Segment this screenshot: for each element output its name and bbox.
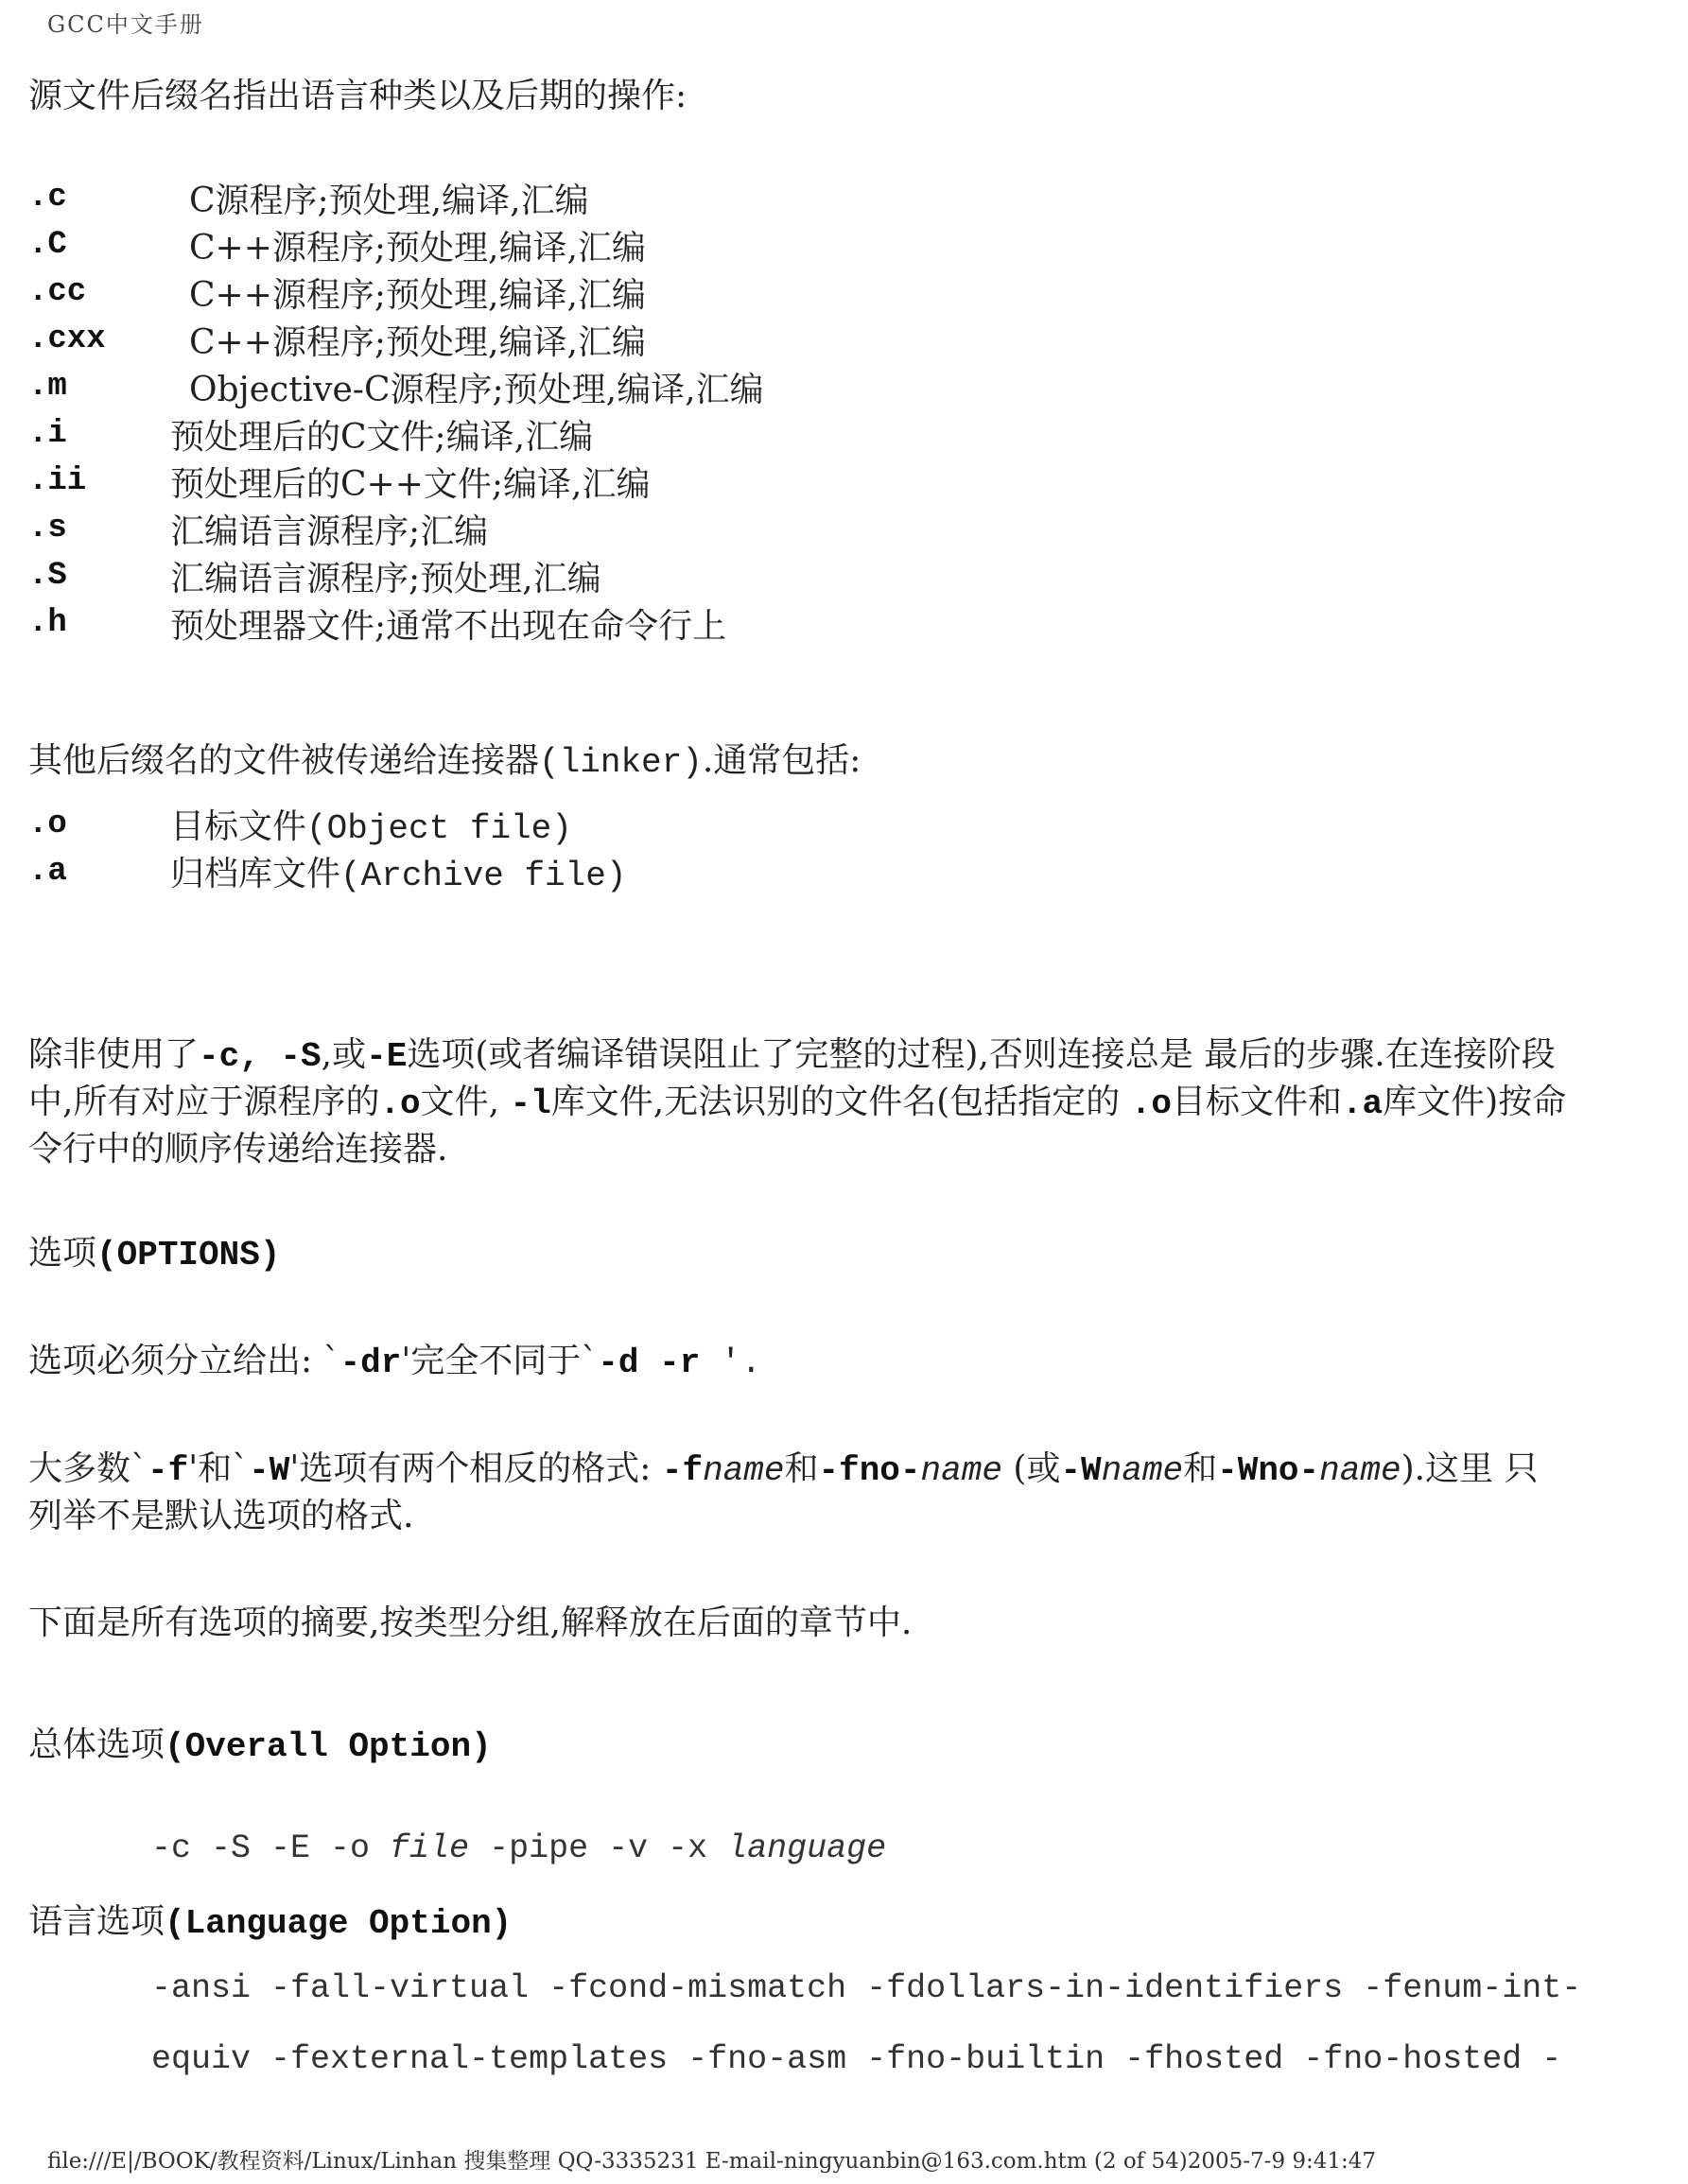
code-placeholder: language — [727, 1829, 887, 1867]
summary-note: 下面是所有选项的摘要,按类型分组,解释放在后面的章节中. — [28, 1603, 913, 1642]
code-run: -c -S -E -o — [151, 1829, 391, 1867]
option-code: .a — [1341, 1084, 1383, 1123]
option-code: -Wno- — [1217, 1451, 1320, 1490]
suffix-desc: 汇编语言源程序;汇编 — [170, 512, 489, 551]
heading-zh: 语言选项 — [28, 1902, 165, 1941]
text-run: '和` — [188, 1449, 250, 1488]
option-code: -S — [259, 1037, 322, 1076]
document-header-title: GCC中文手册 — [47, 11, 204, 38]
option-code: .o — [379, 1084, 421, 1123]
option-code: -dr — [339, 1343, 402, 1382]
suffix-desc: C++源程序;预处理,编译,汇编 — [189, 276, 646, 315]
linker-intro — [28, 737, 861, 788]
suffix-ext: .S — [28, 558, 67, 594]
suffix-desc: 预处理后的C文件;编译,汇编 — [170, 418, 594, 457]
option-code: -d — [598, 1343, 639, 1382]
option-placeholder: name — [1319, 1451, 1401, 1490]
text-run: 除非使用了 — [28, 1035, 200, 1074]
language-option-code: equiv -fexternal-templates -fno-asm -fno-builtin -fhosted -fno-hosted - — [151, 2040, 1562, 2078]
heading-zh: 总体选项 — [28, 1725, 165, 1764]
option-code: -r — [638, 1343, 701, 1382]
suffix-ext: .C — [28, 227, 67, 263]
suffix-desc-en: (Object file) — [306, 809, 572, 848]
suffix-desc-zh: 归档库文件 — [170, 855, 341, 893]
suffix-ext: .cxx — [28, 321, 106, 357]
code-placeholder: file — [390, 1829, 470, 1867]
option-code: -c, — [199, 1037, 260, 1076]
suffix-ext: .i — [28, 416, 67, 452]
suffix-desc: C++源程序;预处理,编译,汇编 — [189, 323, 646, 362]
options-heading — [28, 1229, 280, 1280]
suffix-ext: .h — [28, 605, 67, 641]
paragraph-line — [28, 1078, 1566, 1129]
suffix-desc — [170, 847, 626, 895]
text-run: ,或 — [321, 1035, 367, 1074]
text-run: 库文件,无法识别的文件名(包括指定的 — [550, 1083, 1131, 1121]
text-run: 目标文件和 — [1171, 1083, 1342, 1121]
suffix-desc: 汇编语言源程序;预处理,汇编 — [170, 560, 601, 598]
suffix-desc-zh: 目标文件 — [170, 807, 307, 846]
language-option-code: -ansi -fall-virtual -fcond-mismatch -fdollars-in-identifiers -fenum-int- — [151, 1969, 1582, 2007]
paragraph-line: 列举不是默认选项的格式. — [28, 1497, 414, 1535]
option-code: -f — [148, 1451, 189, 1490]
heading-zh: 选项 — [28, 1234, 97, 1273]
text-run: 和 — [1183, 1449, 1218, 1488]
option-code: .o — [1130, 1084, 1172, 1123]
option-code: -E — [366, 1037, 408, 1076]
linker-intro-suffix: .通常包括: — [702, 741, 861, 780]
intro-text: 源文件后缀名指出语言种类以及后期的操作: — [28, 77, 687, 115]
text-run: (或 — [1001, 1449, 1061, 1488]
paragraph-line — [28, 1445, 1539, 1496]
heading-en: (OPTIONS) — [96, 1236, 281, 1274]
suffix-desc: C++源程序;预处理,编译,汇编 — [189, 229, 646, 268]
page-footer: file:///E|/BOOK/教程资料/Linux/Linhan 搜集整理 QQ-3335231 E-mail-ningyuanbin@163.com.htm (2 of 54)2005-7-9 9:41:47 — [47, 2149, 1377, 2174]
text-run: 文件, — [420, 1083, 511, 1121]
paragraph-line: 令行中的顺序传递给连接器. — [28, 1130, 448, 1169]
suffix-desc — [170, 800, 572, 848]
suffix-ext: .cc — [28, 274, 87, 310]
suffix-desc: 预处理后的C++文件;编译,汇编 — [170, 465, 651, 504]
code-run: -pipe -v -x — [469, 1829, 728, 1867]
suffix-desc: 预处理器文件;通常不出现在命令行上 — [170, 607, 727, 646]
suffix-ext: .a — [28, 854, 67, 890]
option-placeholder: name — [920, 1451, 1002, 1490]
overall-option-code — [151, 1829, 886, 1867]
suffix-ext: .ii — [28, 463, 87, 499]
linker-intro-term: (linker) — [539, 743, 703, 782]
text-run: '选项有两个相反的格式: — [289, 1449, 662, 1488]
suffix-ext: .c — [28, 180, 67, 216]
overall-option-heading — [28, 1721, 492, 1772]
suffix-desc-en: (Archive file) — [340, 857, 627, 895]
suffix-ext: .o — [28, 806, 67, 842]
option-code: -W — [1060, 1451, 1102, 1490]
language-option-heading — [28, 1898, 512, 1949]
text-run: 中,所有对应于源程序的 — [28, 1083, 380, 1121]
text-run: 库文件)按命 — [1383, 1083, 1567, 1121]
text-run: 选项(或者编译错误阻止了完整的过程),否则连接总是 最后的步骤.在连接阶段 — [407, 1035, 1556, 1074]
heading-en: (Language Option) — [165, 1904, 513, 1943]
text-run: '. — [700, 1343, 762, 1382]
suffix-desc: C源程序;预处理,编译,汇编 — [189, 182, 589, 220]
linker-intro-text: 其他后缀名的文件被传递给连接器 — [28, 741, 540, 780]
option-code: -f — [661, 1451, 704, 1490]
heading-en: (Overall Option) — [165, 1727, 492, 1766]
suffix-desc: Objective-C源程序;预处理,编译,汇编 — [189, 371, 764, 409]
option-code: -l — [510, 1084, 551, 1123]
text-run: ).这里 只 — [1401, 1449, 1539, 1488]
option-code: -fno- — [818, 1451, 921, 1490]
option-code: -W — [249, 1451, 290, 1490]
text-run: '完全不同于` — [401, 1342, 599, 1380]
option-placeholder: name — [703, 1451, 785, 1490]
suffix-ext: .m — [28, 369, 67, 405]
separate-options-note — [28, 1337, 761, 1388]
text-run: 和 — [784, 1449, 819, 1488]
option-placeholder: name — [1101, 1451, 1184, 1490]
paragraph-line — [28, 1031, 1556, 1082]
text-run: 选项必须分立给出: ` — [28, 1342, 340, 1380]
text-run: 大多数` — [28, 1449, 148, 1488]
suffix-ext: .s — [28, 511, 67, 546]
